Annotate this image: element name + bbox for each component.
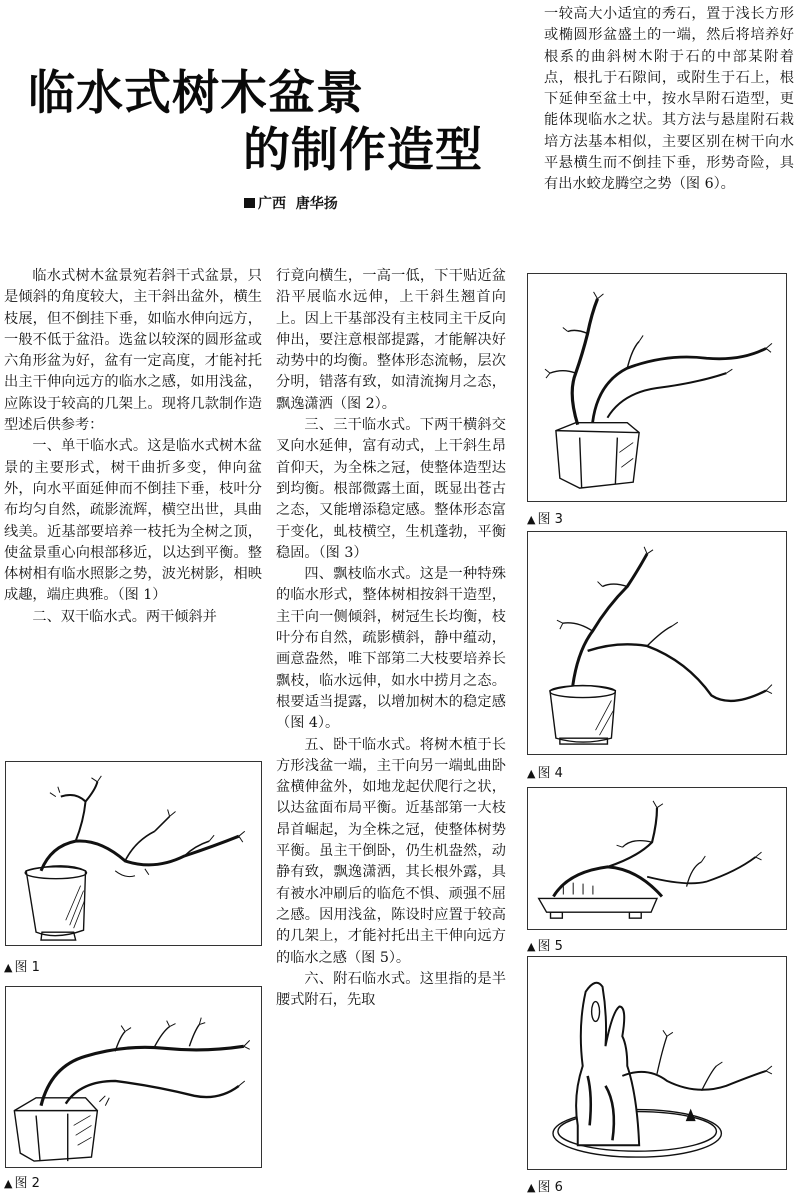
figure-4 <box>527 531 787 755</box>
paragraph-intro: 临水式树木盆景宛若斜干式盆景，只是倾斜的角度较大，主干斜出盆外，横生枝展，但不倒挂下垂，如临水伸向远方，一般不低于盆沿。选盆以较深的圆形盆或六角形盆为好，盆有一定高度，才能衬托出主干伸向远方的临水之感，如用浅盆，应陈设于较高的几架上。现将几款制作造型述后供参考： <box>4 268 262 434</box>
byline <box>244 193 338 213</box>
bonsai-illustration-icon <box>528 274 786 501</box>
bonsai-illustration-icon <box>6 987 261 1167</box>
figure-3-caption: ▲ 图 3 <box>527 512 563 527</box>
paragraph-double-trunk-cont: 行竟向横生，一高一低，下干贴近盆沿平展临水远伸，上干斜生翘首向上。因上干基部没有主枝同主干反向伸出，要注意根部提露，才能解决好动势中的均衡。整体形态流畅，层次分明，错落有致，如清流掬月之态，飘逸潇洒（图 2）。 <box>276 268 506 412</box>
paragraph-single-trunk: 一、单干临水式。这是临水式树木盆景的主要形式，树干曲折多变，伸向盆外，向水平面延伸而不倒挂下垂，枝叶分布均匀自然，疏影流辉，横空出世，具曲线美。近基部要培养一枝托为全树之顶，使盆景重心向根部移近，以达到平衡。整体树相有临水照影之势，波光树影，相映成趣，端庄典雅。（图 1） <box>4 438 262 604</box>
bonsai-illustration-icon <box>528 788 786 929</box>
figure-2 <box>5 986 262 1168</box>
figure-2-caption: ▲ 图 2 <box>4 1176 40 1191</box>
paragraph-rock-attached: 六、附石临水式。这里指的是半腰式附石，先取 <box>276 970 506 1009</box>
paragraph-floating-branch: 四、飘枝临水式。这是一种特殊的临水形式，整体树相按斜干造型，主干向一侧倾斜，树冠生长均衡，枝叶分布自然，疏影横斜，静中蕴动，画意盎然，唯下部第二大枝要培养长飘枝，临水远伸，如水中捞月之态。根要适当提露，以增加树木的稳定感（图 4）。 <box>276 566 506 732</box>
paragraph-double-trunk-start: 二、双干临水式。两干倾斜并 <box>32 608 217 625</box>
figure-1-caption: ▲ 图 1 <box>4 960 40 975</box>
column-middle <box>276 266 506 1011</box>
figure-5 <box>527 787 787 930</box>
bonsai-illustration-icon <box>528 957 786 1169</box>
paragraph-lying-trunk: 五、卧干临水式。将树木植于长方形浅盆一端，主干向另一端虬曲卧盆横伸盆外，如地龙起伏爬行之状，以达盆面布局平衡。近基部第一大枝昂首崛起，为全株之冠，使整体树势平衡。虽主干倒卧，仍生机盎然，动静有致，飘逸潇洒，其长根外露，具有被水冲刷后的临危不惧、顽强不屈之感。因用浅盆，陈设时应置于较高的几架上，才能衬托出主干伸向远方的临水之感（图 5）。 <box>276 736 506 966</box>
byline-region: 广西 <box>258 196 286 212</box>
article-title-line-2: 的制作造型 <box>243 123 483 178</box>
triangle-marker-icon: ▲ <box>527 513 536 526</box>
figure-1 <box>5 761 262 946</box>
article-title-line-1: 临水式树木盆景 <box>28 66 364 121</box>
triangle-marker-icon: ▲ <box>527 767 536 780</box>
triangle-marker-icon: ▲ <box>527 1181 536 1193</box>
square-bullet-icon <box>244 198 255 208</box>
paragraph: 一较高大小适宜的秀石，置于浅长方形或椭圆形盆盛土的一端，然后将培养好根系的曲斜树木附于石的中部某附着点，根扎于石隙间，或附生于石上，根下延伸至盆土中，按水旱附石造型，更能体现临水之状。其方法与悬崖附石栽培方法基本相似，主要区别在树干向水平悬横生而不倒挂下垂，形势奇险，具有出水蛟龙腾空之势（图 6）。 <box>544 6 794 193</box>
figure-3 <box>527 273 787 502</box>
figure-5-caption: ▲ 图 5 <box>527 939 563 954</box>
figure-6 <box>527 956 787 1170</box>
figure-6-caption: ▲ 图 6 <box>527 1180 563 1193</box>
bonsai-illustration-icon <box>6 762 261 945</box>
paragraph-triple-trunk: 三、三干临水式。下两干横斜交叉向水延伸，富有动式，上干斜生昂首仰天，为全株之冠，使整体造型达到均衡。根部微露土面，既显出苍古之态，又能增添稳定感。整体形态富于变化，虬枝横空，生机蓬勃，平衡稳固。（图 3） <box>276 417 506 561</box>
triangle-marker-icon: ▲ <box>527 940 536 953</box>
triangle-marker-icon: ▲ <box>4 961 13 974</box>
column-top-right <box>544 4 794 196</box>
triangle-marker-icon: ▲ <box>4 1177 13 1190</box>
column-left <box>4 266 262 628</box>
figure-4-caption: ▲ 图 4 <box>527 766 563 781</box>
bonsai-illustration-icon <box>528 532 786 754</box>
byline-author: 唐华扬 <box>295 196 338 212</box>
